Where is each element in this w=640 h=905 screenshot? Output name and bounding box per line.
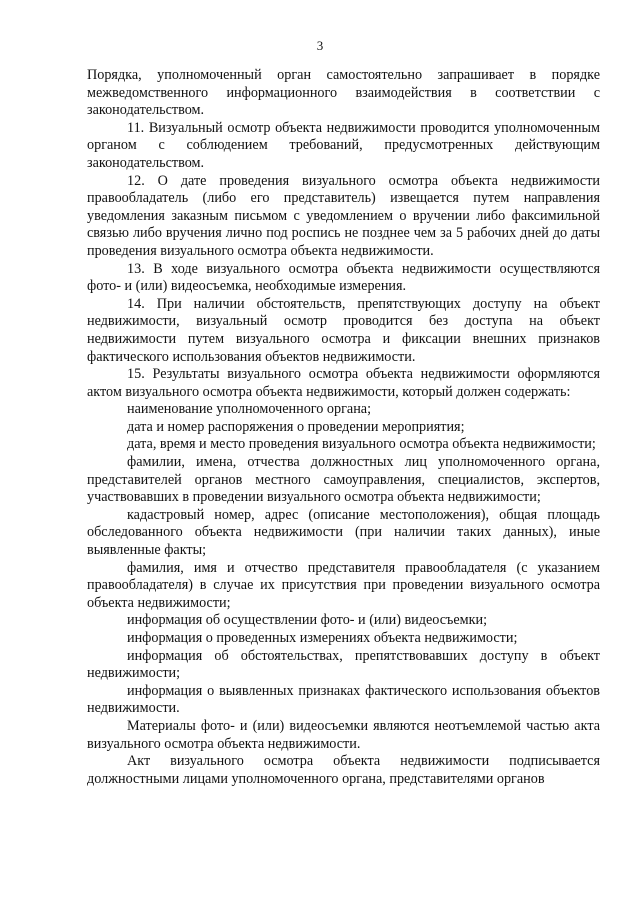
paragraph-act-signing: Акт визуального осмотра объекта недвижимости подписывается должностными лицами уполномоченного органа, представителями органов: [87, 753, 600, 787]
page-number: 3: [316, 38, 324, 53]
list-item-inspection-date-time-place: дата, время и место проведения визуального осмотра объекта недвижимости;: [127, 436, 596, 453]
list-item-owner-representative: фамилия, имя и отчество представителя правообладателя (с указанием правообладателя) в случае их присутствия при проведении визуального осмотра объекта недвижимости;: [87, 559, 600, 611]
paragraph-materials: Материалы фото- и (или) видеосъемки являются неотъемлемой частью акта визуального осмотра объекта недвижимости.: [87, 717, 600, 752]
paragraph-clause-15: 15. Результаты визуального осмотра объекта недвижимости оформляются актом визуального осмотра объекта недвижимости, который должен содержать:: [87, 366, 600, 400]
list-item-authority-name: наименование уполномоченного органа;: [127, 401, 372, 418]
list-item-photo-video: информация об осуществлении фото- и (или) видеосъемки;: [127, 612, 488, 629]
list-item-order-date-number: дата и номер распоряжения о проведении мероприятия;: [127, 418, 465, 435]
list-item-access-obstacles: информация об обстоятельствах, препятствовавших доступу в объект недвижимости;: [87, 647, 600, 682]
paragraph-clause-14: 14. При наличии обстоятельств, препятствующих доступу на объект недвижимости, визуальный осмотр проводится без доступа на объект недвижимости путем визуального осмотра и фиксации внешних признаков фактического использования объектов недвижимости.: [87, 295, 600, 365]
paragraph-clause-11: 11. Визуальный осмотр объекта недвижимости проводится уполномоченным органом с соблюдением требований, предусмотренных действующим законодательством.: [87, 119, 600, 171]
list-item-measurements: информация о проведенных измерениях объекта недвижимости;: [127, 630, 518, 646]
paragraph-continuation: Порядка, уполномоченный орган самостоятельно запрашивает в порядке межведомственного информационного взаимодействия в соответствии с законодательством.: [87, 67, 600, 119]
paragraph-clause-12: 12. О дате проведения визуального осмотра объекта недвижимости правообладатель (либо его представитель) извещается путем направления уведомления заказным письмом с уведомлением о вручении либо факсимильной связью либо вручения лично под роспись не позднее чем за 5 рабочих дней до даты проведения визуального осмотра объекта недвижимости.: [87, 172, 600, 259]
list-item-usage-signs: информация о выявленных признаках фактического использования объектов недвижимости.: [87, 682, 600, 717]
list-item-official-names: фамилии, имена, отчества должностных лиц уполномоченного органа, представителей органов местного самоуправления, специалистов, экспертов, участвовавших в проведении визуального осмотра объекта недвижимости;: [87, 454, 600, 506]
document-body: [87, 67, 600, 788]
list-item-cadastral-number: кадастровый номер, адрес (описание местоположения), общая площадь обследованного объекта недвижимости (при наличии таких данных), иные выявленные факты;: [87, 506, 600, 559]
paragraph-clause-13: 13. В ходе визуального осмотра объекта недвижимости осуществляются фото- и (или) видеосъемка, необходимые измерения.: [87, 260, 600, 295]
